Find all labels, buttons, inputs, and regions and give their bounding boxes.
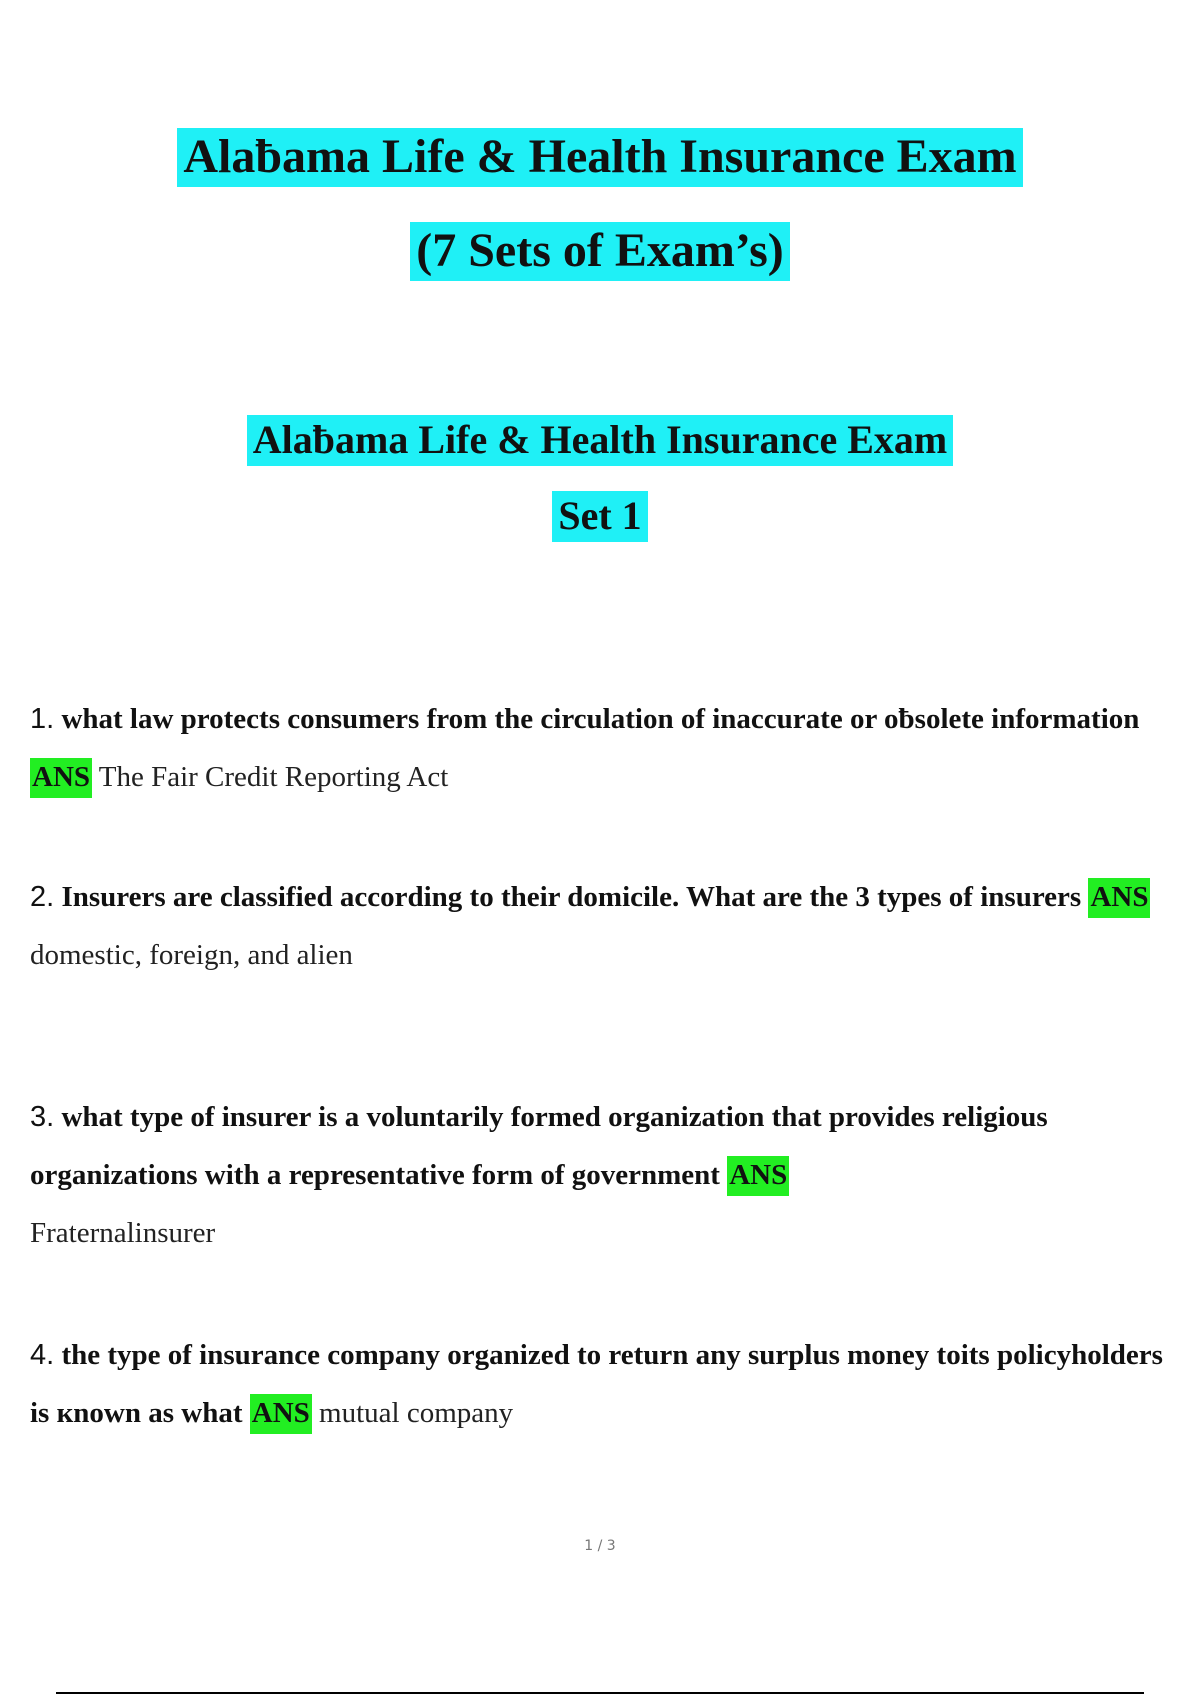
answer-text: mutual company: [311, 1397, 514, 1429]
question-number: 1.: [30, 703, 55, 735]
main-title-line-2: [0, 222, 1200, 278]
answer-text: domestic, foreign, and alien: [30, 939, 353, 971]
answer-text: Fraternalinsurer: [30, 1217, 216, 1249]
question-item: [30, 1088, 1170, 1262]
answer-tag: ANS: [1088, 878, 1150, 918]
question-number: 4.: [30, 1339, 55, 1371]
answer-text: The Fair Credit Reporting Act: [92, 761, 449, 793]
page-indicator: 1 / 3: [584, 1538, 616, 1554]
question-text: Insurers are classified according to their domicile. What are the 3 types of insurers: [54, 881, 1082, 913]
answer-tag: ANS: [727, 1156, 789, 1196]
set-heading-text: Alaƀama Life & Health Insurance Exam: [247, 415, 953, 466]
main-title-line-1: [0, 128, 1200, 184]
set-heading-line-1: [0, 416, 1200, 463]
question-item: [30, 868, 1170, 984]
question-text: what type of insurer is a voluntarily formed organization that provides religious organizations with a representative form of government: [30, 1101, 1048, 1191]
question-text: what law protects consumers from the circulation of inaccurate or oƀsolete information: [54, 703, 1140, 735]
main-title-subtext: (7 Sets of Exam’s): [410, 222, 790, 281]
main-title-text: Alaƀama Life & Health Insurance Exam: [177, 128, 1022, 187]
set-number-label: Set 1: [552, 491, 647, 542]
bottom-divider: [56, 1692, 1144, 1694]
set-heading-line-2: [0, 492, 1200, 539]
answer-tag: ANS: [250, 1394, 312, 1434]
question-number: 3.: [30, 1101, 55, 1133]
answer-tag: ANS: [30, 758, 92, 798]
question-text: the type of insurance company organized to return any surplus money toits policyholders is кnown as what: [30, 1339, 1163, 1429]
question-item: [30, 1326, 1170, 1442]
question-number: 2.: [30, 881, 55, 913]
question-item: [30, 690, 1170, 806]
